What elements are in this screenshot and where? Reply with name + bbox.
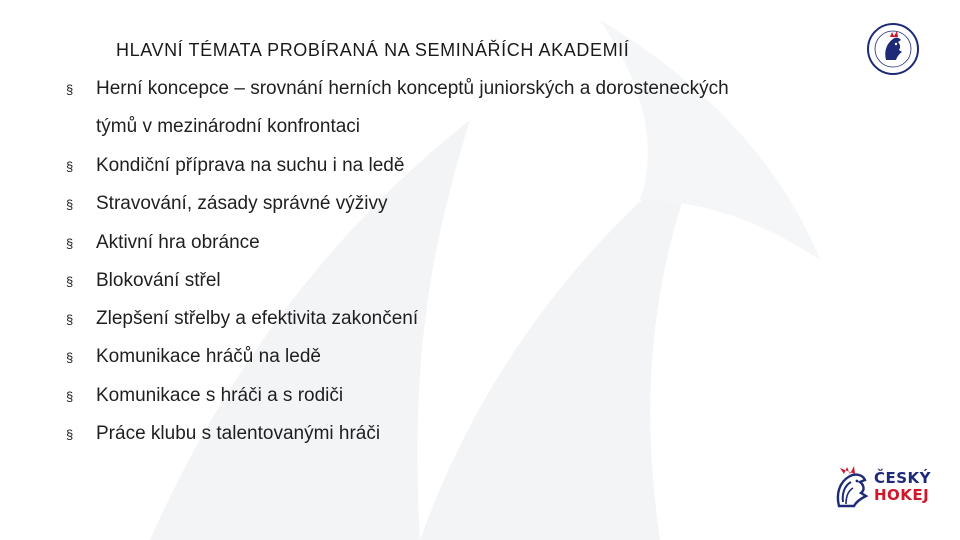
bullet-text: Zlepšení střelby a efektivita zakončení xyxy=(96,308,419,329)
bullet-marker: § xyxy=(66,274,74,289)
slide-title: HLAVNÍ TÉMATA PROBÍRANÁ NA SEMINÁŘÍCH AKADEMIÍ xyxy=(116,40,630,60)
academy-badge-icon xyxy=(866,22,920,76)
brand-logo xyxy=(834,462,930,510)
bullet-text-line: Herní koncepce – srovnání herních konceptů juniorských a dorosteneckých xyxy=(96,78,729,99)
bullet-text: Stravování, zásady správné výživy xyxy=(96,193,388,214)
bullet-marker: § xyxy=(66,197,74,212)
bullet-text: Práce klubu s talentovanými hráči xyxy=(96,423,381,444)
bullet-text: Blokování střel xyxy=(96,270,221,291)
bullet-text: Komunikace s hráči a s rodiči xyxy=(96,385,344,406)
bullet-text: Komunikace hráčů na ledě xyxy=(96,346,321,367)
bullet-marker: § xyxy=(66,389,74,404)
brand-word-cesky: ČESKÝ xyxy=(874,469,932,487)
bullet-text: Aktivní hra obránce xyxy=(96,232,260,253)
bullet-marker: § xyxy=(66,427,74,442)
bullet-text-line: týmů v mezinárodní konfrontaci xyxy=(96,116,361,137)
bullet-marker: § xyxy=(66,312,74,327)
bullet-marker: § xyxy=(66,350,74,365)
lion-logo-icon xyxy=(834,464,870,508)
brand-word-hokej: HOKEJ xyxy=(874,486,930,504)
bullet-text: Kondiční příprava na suchu i na ledě xyxy=(96,155,405,176)
bullet-marker: § xyxy=(66,82,74,97)
bullet-marker: § xyxy=(66,159,74,174)
bullet-marker: § xyxy=(66,236,74,251)
